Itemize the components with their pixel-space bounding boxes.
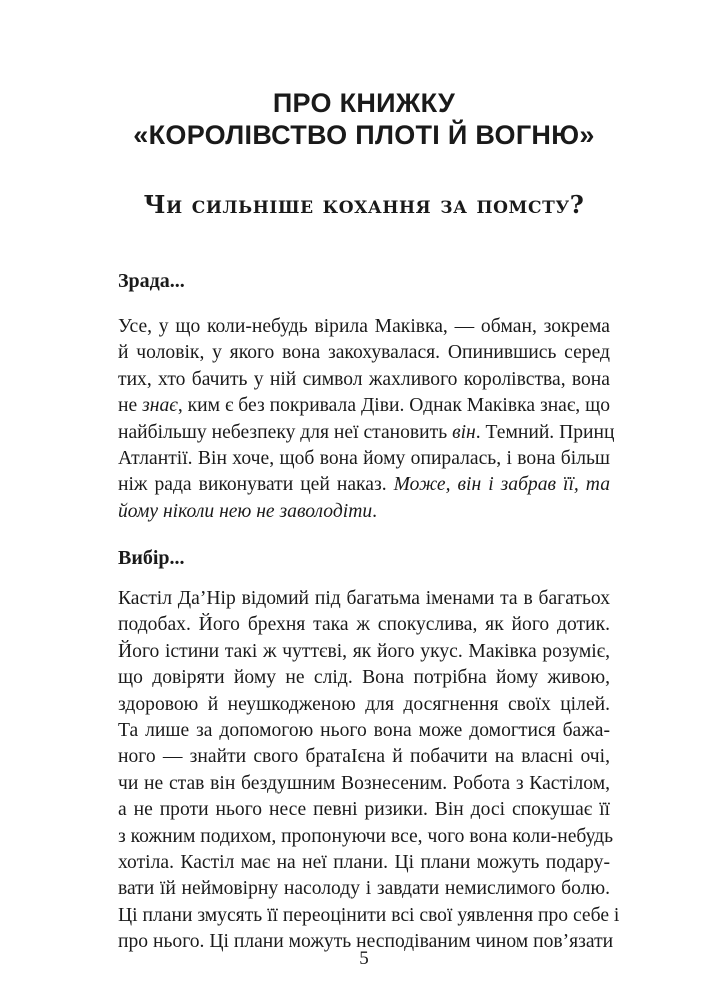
text-line: Його істини такі ж чуттєві, як його укус. Маківка розуміє,: [118, 640, 610, 662]
text-line: Атлантії. Він хоче, щоб вона йому опиралась, і вона більш: [118, 448, 610, 470]
text-line: здоровою й неушкодженою для досягнення своїх цілей.: [118, 693, 610, 715]
text-line: тих, хто бачить у ній символ жахливого королівства, вона: [118, 368, 610, 390]
text-line: Кастіл Да’Нір відомий під багатьма іменами та в багатьох: [118, 588, 610, 609]
text-line: вати їй неймовірну насолоду і завдати немислимого болю.: [118, 878, 610, 900]
paragraph-betrayal: [118, 314, 615, 525]
emphasis-text: знає: [142, 395, 178, 417]
section-heading-betrayal: Зрада...: [118, 270, 185, 292]
emphasis-text: йому ніколи нею не заволодіти: [118, 500, 373, 522]
text-line: з кожним подихом, пропонуючи все, чого вона коли-небудь: [118, 825, 614, 847]
text-line: йому ніколи нею не заволодіти.: [118, 500, 378, 522]
text-line: хотіла. Кастіл має на неї плани. Ці плани можуть подару-: [118, 852, 610, 874]
page-number: 5: [359, 948, 369, 969]
text-line: й чоловік, у якого вона закохувалася. Опинившись серед: [118, 342, 610, 364]
page-title-line-1: ПРО КНИЖКУ: [272, 88, 456, 118]
emphasis-text: Може, він і забрав її, та: [393, 474, 610, 496]
text-line: не знає, ким є без покривала Діви. Однак Маківка знає, що: [118, 395, 610, 417]
page-title-line-2: «КОРОЛІВСТВО ПЛОТІ Й ВОГНЮ»: [133, 120, 595, 150]
text-line: Та лише за допомогою нього вона може домогтися бажа-: [118, 720, 610, 742]
text-line: подобах. Його брехня така ж спокуслива, як його дотик.: [118, 614, 610, 636]
text-line: про нього. Ці плани можуть несподіваним чином пов’язати: [118, 931, 614, 953]
subtitle: Чи сильніше кохання за помсту?: [143, 190, 585, 219]
emphasis-text: він: [452, 421, 476, 443]
section-heading-choice: Вибір...: [118, 547, 185, 569]
text-line: що довіряти йому не слід. Вона потрібна йому живою,: [118, 667, 610, 689]
text-line: Ці плани змусять її переоцінити всі свої уявлення про себе і: [118, 904, 620, 926]
text-line: чи не став він бездушним Вознесеним. Робота з Кастілом,: [118, 772, 610, 794]
text-line: а не проти нього несе певні ризики. Він досі спокушає її: [118, 799, 610, 821]
text-line: найбільшу небезпеку для неї становить він. Темний. Принц: [118, 421, 615, 443]
text-line: ного — знайти свого братаІєна й побачити на власні очі,: [118, 746, 610, 768]
paragraph-choice: [118, 586, 620, 956]
text-line: ніж рада виконувати цей наказ. Може, він і забрав її, та: [118, 474, 610, 496]
text-line: Усе, у що коли-небудь вірила Маківка, — обман, зокрема: [118, 316, 610, 337]
